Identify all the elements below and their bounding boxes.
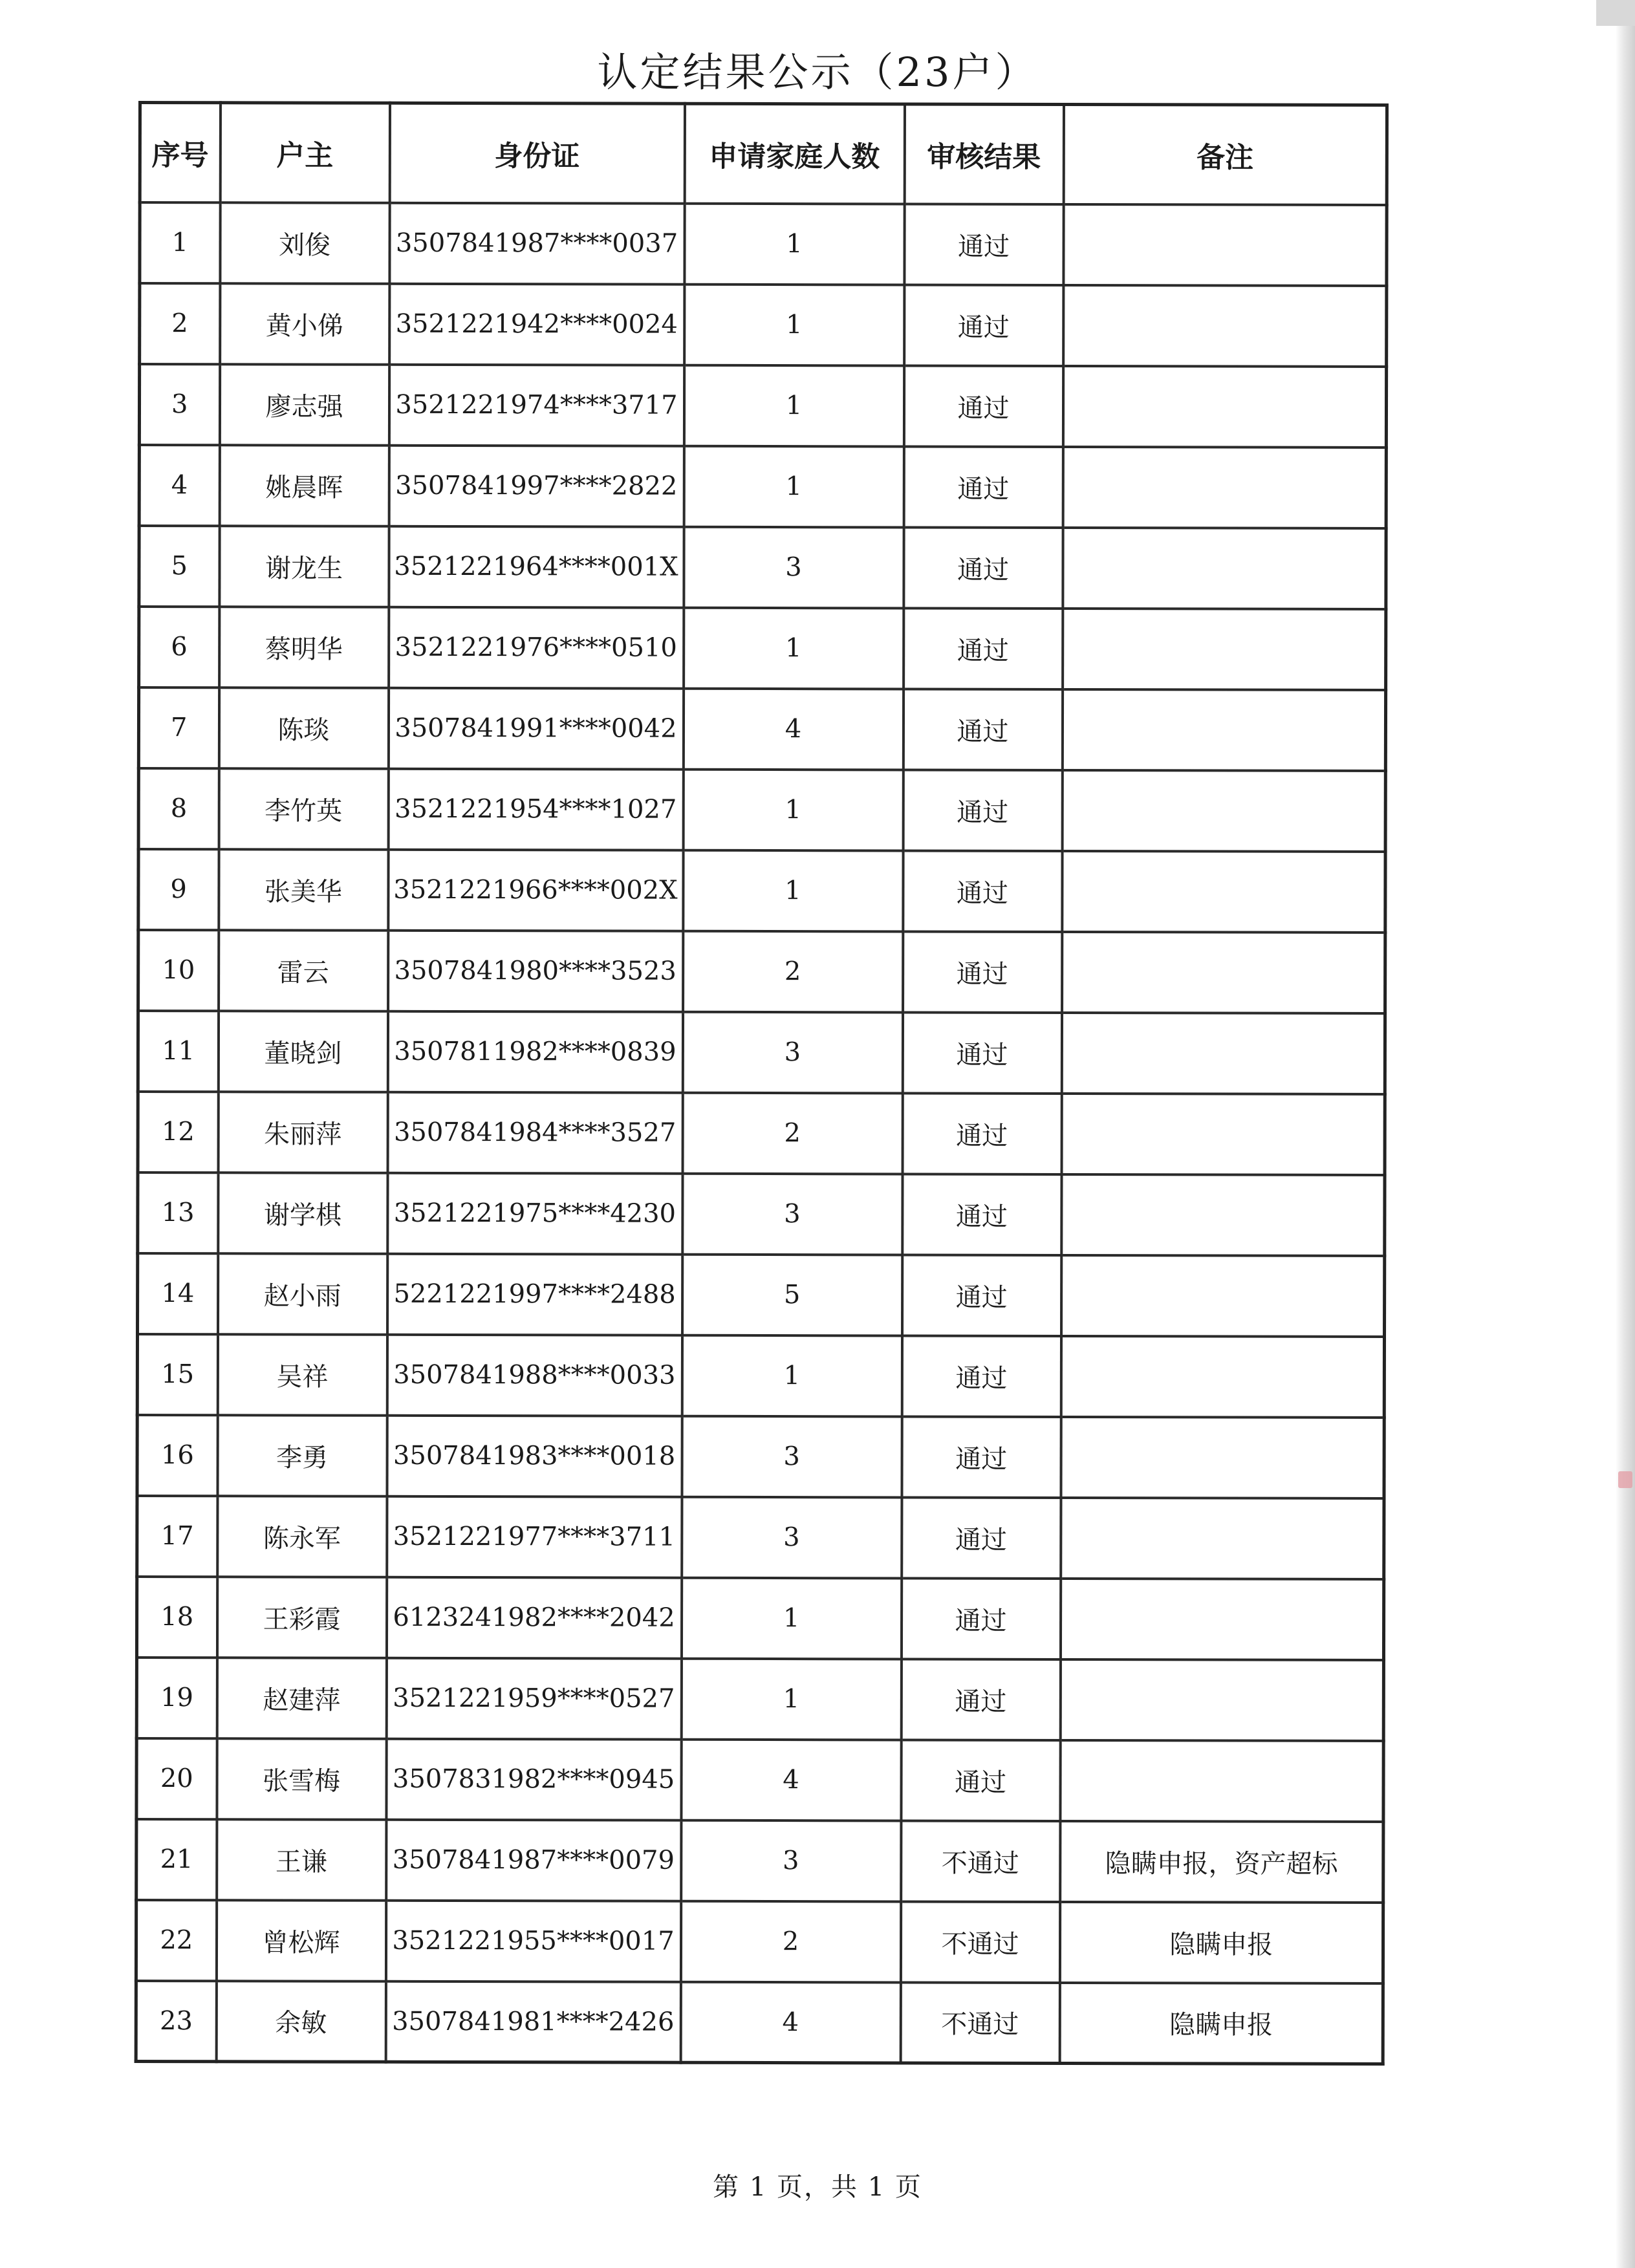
id-number-cell: 6123241982****2042 xyxy=(386,1577,681,1658)
remark-cell xyxy=(1063,365,1386,447)
review-result-cell: 通过 xyxy=(904,204,1063,285)
remark-cell xyxy=(1060,1740,1383,1821)
review-result-cell: 通过 xyxy=(904,527,1063,609)
householder-name-cell: 张美华 xyxy=(219,849,388,931)
table-row xyxy=(136,1657,1383,1740)
family-members-cell: 1 xyxy=(683,769,903,850)
review-result-cell: 通过 xyxy=(902,1093,1061,1174)
householder-name-cell: 李竹英 xyxy=(219,768,388,850)
householder-name-cell: 蔡明华 xyxy=(219,607,389,688)
review-result-cell: 不通过 xyxy=(900,1901,1059,1983)
id-number-cell: 3521221959****0527 xyxy=(386,1658,681,1739)
review-result-cell: 通过 xyxy=(902,1335,1061,1417)
table-row xyxy=(138,1253,1385,1336)
header-cell-id: 身份证 xyxy=(389,103,684,203)
id-number-cell: 3521221964****001X xyxy=(389,526,684,607)
document-title: 认定结果公示（23户） xyxy=(597,49,1038,96)
householder-name-cell: 赵小雨 xyxy=(218,1253,387,1335)
householder-name-cell: 董晓剑 xyxy=(218,1011,387,1092)
id-number-cell: 3521221954****1027 xyxy=(388,768,683,850)
row-number-cell: 17 xyxy=(137,1495,217,1576)
review-result-cell: 通过 xyxy=(901,1578,1060,1659)
remark-cell xyxy=(1060,1578,1383,1659)
row-number-cell: 10 xyxy=(138,929,219,1010)
row-number-cell: 14 xyxy=(138,1253,218,1334)
householder-name-cell: 曾松辉 xyxy=(216,1900,385,1982)
table-row xyxy=(136,1738,1383,1821)
row-number-cell: 16 xyxy=(137,1414,217,1495)
row-number-cell: 8 xyxy=(138,768,219,848)
red-ink-mark xyxy=(1618,1471,1632,1488)
review-result-cell: 通过 xyxy=(902,1012,1061,1094)
review-result-cell: 通过 xyxy=(903,931,1062,1013)
page-footer: 第 1 页，共 1 页 xyxy=(713,2172,922,2202)
remark-cell xyxy=(1063,204,1387,285)
review-result-cell: 通过 xyxy=(904,285,1063,366)
id-number-cell: 3507841988****0033 xyxy=(387,1334,682,1416)
row-number-cell: 13 xyxy=(138,1172,218,1253)
header-cell-note: 备注 xyxy=(1063,104,1387,204)
remark-cell xyxy=(1062,850,1385,932)
review-result-cell: 通过 xyxy=(901,1740,1060,1821)
remark-cell: 隐瞒申报，资产超标 xyxy=(1060,1820,1383,1902)
family-members-cell: 1 xyxy=(684,284,904,365)
id-number-cell: 5221221997****2488 xyxy=(387,1253,682,1335)
header-cell-no: 序号 xyxy=(140,102,220,202)
review-result-cell: 通过 xyxy=(902,1497,1061,1579)
householder-name-cell: 谢龙生 xyxy=(219,526,389,607)
id-number-cell: 3507841983****0018 xyxy=(387,1415,682,1496)
id-number-cell: 3521221977****3711 xyxy=(387,1496,682,1577)
family-members-cell: 4 xyxy=(683,688,903,770)
review-result-cell: 通过 xyxy=(904,608,1063,689)
family-members-cell: 3 xyxy=(682,1496,902,1578)
id-number-cell: 3507841984****3527 xyxy=(387,1092,682,1173)
id-number-cell: 3507841987****0079 xyxy=(386,1819,681,1901)
header-cell-result: 审核结果 xyxy=(904,104,1063,204)
table-row xyxy=(136,1980,1383,2064)
table-row xyxy=(137,1495,1384,1579)
householder-name-cell: 吴祥 xyxy=(217,1334,387,1416)
remark-cell xyxy=(1062,689,1385,770)
table-row xyxy=(138,768,1385,851)
row-number-cell: 21 xyxy=(136,1819,217,1899)
householder-name-cell: 姚晨晖 xyxy=(219,445,389,526)
family-members-cell: 2 xyxy=(682,1092,902,1174)
remark-cell xyxy=(1061,1416,1384,1498)
id-number-cell: 3507811982****0839 xyxy=(387,1011,682,1092)
remark-cell xyxy=(1063,446,1386,528)
row-number-cell: 20 xyxy=(136,1738,217,1819)
review-result-cell: 通过 xyxy=(904,446,1063,528)
row-number-cell: 11 xyxy=(138,1010,218,1091)
results-table xyxy=(135,101,1389,2066)
review-result-cell: 通过 xyxy=(901,1659,1060,1740)
family-members-cell: 2 xyxy=(683,931,903,1012)
family-members-cell: 3 xyxy=(682,1173,902,1255)
table-row xyxy=(136,1576,1383,1659)
householder-name-cell: 雷云 xyxy=(219,930,388,1011)
family-members-cell: 1 xyxy=(684,607,904,689)
table-row xyxy=(138,848,1385,932)
table-row xyxy=(139,363,1386,447)
family-members-cell: 3 xyxy=(682,1416,902,1497)
remark-cell xyxy=(1061,1335,1384,1417)
remark-cell xyxy=(1063,527,1386,609)
remark-cell xyxy=(1062,931,1385,1013)
householder-name-cell: 张雪梅 xyxy=(217,1738,386,1820)
id-number-cell: 3521221976****0510 xyxy=(389,607,684,688)
remark-cell xyxy=(1061,1497,1384,1579)
family-members-cell: 3 xyxy=(682,1011,902,1093)
row-number-cell: 3 xyxy=(139,363,219,444)
householder-name-cell: 王谦 xyxy=(217,1819,386,1901)
householder-name-cell: 王彩霞 xyxy=(217,1577,386,1658)
id-number-cell: 3521221966****002X xyxy=(388,849,683,931)
family-members-cell: 1 xyxy=(683,850,903,931)
row-number-cell: 15 xyxy=(137,1334,217,1414)
householder-name-cell: 李勇 xyxy=(217,1415,387,1496)
id-number-cell: 3521221974****3717 xyxy=(389,364,684,446)
row-number-cell: 5 xyxy=(139,525,219,606)
id-number-cell: 3507841981****2426 xyxy=(385,1981,680,2062)
row-number-cell: 23 xyxy=(136,1980,216,2061)
householder-name-cell: 陈永军 xyxy=(217,1496,387,1577)
row-number-cell: 12 xyxy=(138,1091,218,1172)
row-number-cell: 18 xyxy=(136,1576,217,1657)
family-members-cell: 1 xyxy=(681,1577,901,1659)
family-members-cell: 5 xyxy=(682,1254,902,1335)
header-cell-members: 申请家庭人数 xyxy=(684,103,904,204)
family-members-cell: 1 xyxy=(684,446,904,527)
row-number-cell: 19 xyxy=(136,1657,217,1738)
review-result-cell: 通过 xyxy=(902,1416,1061,1498)
householder-name-cell: 陈琰 xyxy=(219,687,388,769)
family-members-cell: 3 xyxy=(681,1820,901,1901)
table-row xyxy=(138,1172,1385,1255)
householder-name-cell: 朱丽萍 xyxy=(218,1092,387,1173)
review-result-cell: 不通过 xyxy=(900,1982,1059,2064)
family-members-cell: 1 xyxy=(684,365,904,446)
family-members-cell: 3 xyxy=(684,526,904,608)
table-row xyxy=(138,1010,1385,1094)
remark-cell xyxy=(1061,1093,1385,1174)
remark-cell xyxy=(1061,1255,1385,1336)
id-number-cell: 3507841991****0042 xyxy=(388,687,683,769)
results-table-wrapper xyxy=(135,101,1385,2066)
remark-cell: 隐瞒申报 xyxy=(1059,1901,1383,1983)
table-row xyxy=(138,1091,1385,1174)
table-row xyxy=(139,606,1386,689)
id-number-cell: 3521221955****0017 xyxy=(385,1900,680,1982)
remark-cell xyxy=(1061,1174,1385,1255)
id-number-cell: 3521221975****4230 xyxy=(387,1172,682,1254)
family-members-cell: 4 xyxy=(680,1982,900,2063)
table-row xyxy=(138,929,1385,1013)
header-cell-name: 户主 xyxy=(220,103,389,203)
row-number-cell: 1 xyxy=(140,202,220,283)
table-body xyxy=(136,202,1387,2064)
scan-page-edge xyxy=(1616,0,1635,2268)
remark-cell xyxy=(1063,608,1386,689)
family-members-cell: 1 xyxy=(681,1658,901,1740)
id-number-cell: 3507831982****0945 xyxy=(386,1738,681,1820)
family-members-cell: 2 xyxy=(680,1901,900,1982)
remark-cell xyxy=(1060,1659,1383,1740)
table-row xyxy=(137,1334,1384,1417)
review-result-cell: 通过 xyxy=(904,365,1063,447)
row-number-cell: 7 xyxy=(138,687,219,768)
table-row xyxy=(136,1899,1383,1983)
review-result-cell: 通过 xyxy=(903,689,1062,770)
table-row xyxy=(138,687,1385,770)
family-members-cell: 4 xyxy=(681,1739,901,1820)
table-row xyxy=(137,1414,1384,1498)
family-members-cell: 1 xyxy=(684,203,904,285)
review-result-cell: 通过 xyxy=(903,770,1062,851)
review-result-cell: 通过 xyxy=(902,1174,1061,1255)
table-header-row xyxy=(140,102,1387,204)
householder-name-cell: 廖志强 xyxy=(219,364,389,446)
scan-page-corner xyxy=(1596,0,1635,26)
table-row xyxy=(139,444,1386,528)
householder-name-cell: 谢学棋 xyxy=(218,1172,387,1254)
id-number-cell: 3507841987****0037 xyxy=(389,202,684,284)
householder-name-cell: 刘俊 xyxy=(220,202,389,284)
id-number-cell: 3521221942****0024 xyxy=(389,283,684,365)
remark-cell xyxy=(1062,770,1385,851)
table-row xyxy=(140,202,1387,285)
remark-cell xyxy=(1061,1012,1385,1094)
remark-cell: 隐瞒申报 xyxy=(1059,1982,1383,2064)
householder-name-cell: 黄小俤 xyxy=(220,283,389,365)
id-number-cell: 3507841997****2822 xyxy=(389,445,684,526)
row-number-cell: 2 xyxy=(140,283,220,363)
table-row xyxy=(139,525,1386,609)
id-number-cell: 3507841980****3523 xyxy=(388,930,683,1011)
table-row xyxy=(136,1819,1383,1902)
family-members-cell: 1 xyxy=(682,1335,902,1416)
review-result-cell: 不通过 xyxy=(901,1820,1060,1902)
table-row xyxy=(140,283,1387,366)
remark-cell xyxy=(1063,285,1387,366)
review-result-cell: 通过 xyxy=(903,850,1062,932)
row-number-cell: 6 xyxy=(139,606,219,687)
row-number-cell: 22 xyxy=(136,1899,216,1980)
review-result-cell: 通过 xyxy=(902,1255,1061,1336)
row-number-cell: 9 xyxy=(138,848,219,929)
householder-name-cell: 赵建萍 xyxy=(217,1658,386,1739)
row-number-cell: 4 xyxy=(139,444,219,525)
householder-name-cell: 余敏 xyxy=(216,1981,385,2062)
